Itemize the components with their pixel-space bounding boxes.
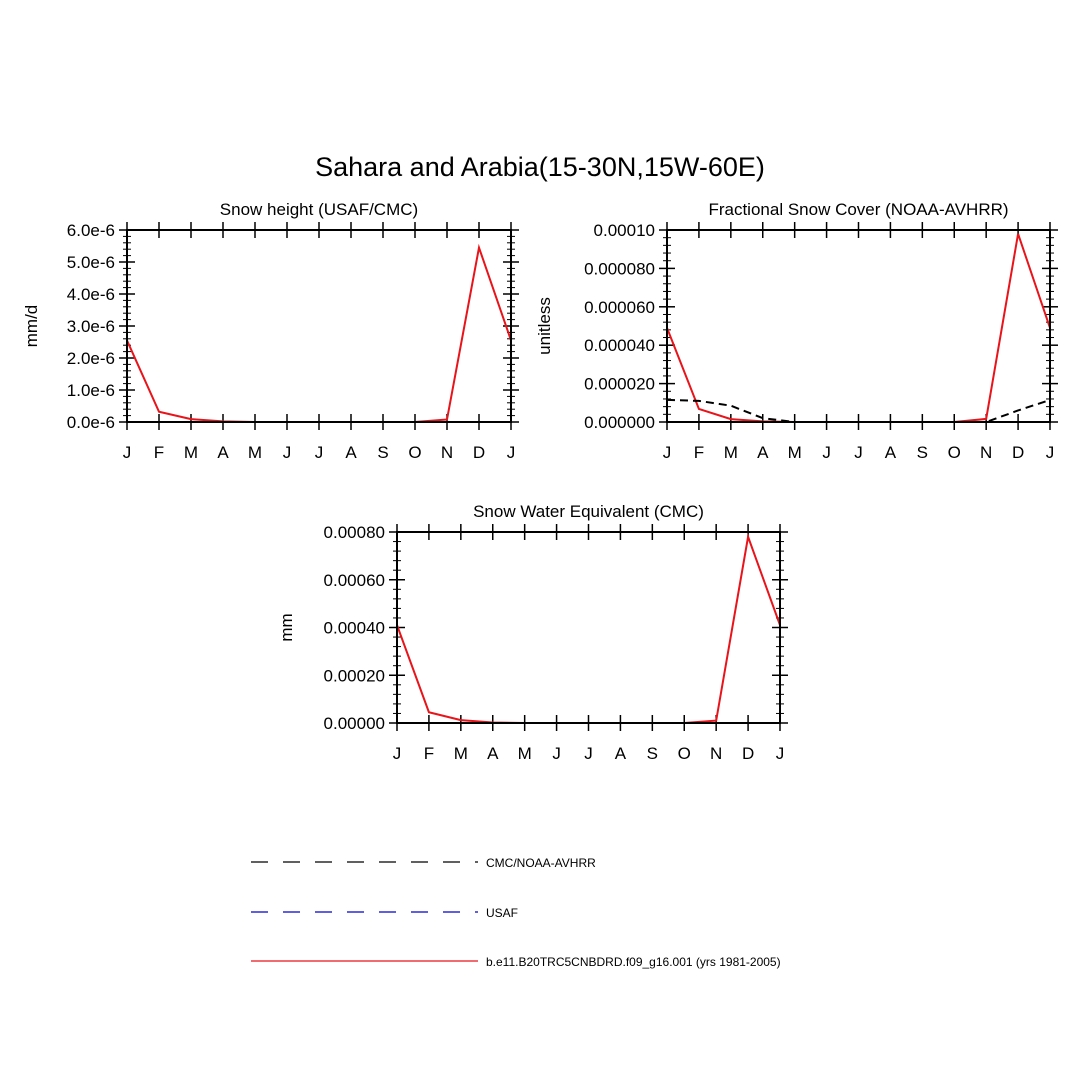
y-tick-label: 0.000080	[584, 259, 655, 279]
y-axis-label: mm/d	[22, 304, 41, 348]
y-tick-label: 0.0e-6	[66, 413, 115, 432]
x-tick-label: O	[408, 443, 422, 462]
x-tick-label: J	[854, 443, 863, 462]
x-tick-label: J	[122, 443, 132, 462]
x-tick-label: M	[723, 443, 738, 462]
y-tick-label: 0.00080	[323, 523, 385, 542]
panel-fractional-snow-cover	[535, 200, 1058, 462]
panel-title: Snow Water Equivalent (CMC)	[473, 502, 704, 521]
x-tick-label: A	[757, 443, 769, 462]
x-tick-label: F	[153, 443, 165, 462]
y-tick-label: 0.00010	[593, 221, 655, 240]
series-line-model	[397, 537, 780, 723]
x-tick-label: F	[693, 443, 705, 462]
x-tick-label: M	[247, 443, 263, 462]
x-tick-label: J	[1045, 443, 1055, 462]
y-tick-label: 0.000000	[584, 413, 655, 432]
x-tick-label: J	[775, 744, 785, 763]
y-tick-label: 0.00020	[323, 666, 385, 686]
x-tick-label: A	[614, 744, 627, 763]
x-tick-label: N	[980, 443, 993, 462]
y-tick-label: 0.000060	[584, 297, 655, 317]
y-tick-label: 4.0e-6	[66, 285, 115, 304]
x-tick-label: O	[947, 443, 961, 462]
x-tick-label: M	[787, 443, 802, 462]
panel-snow-water-equivalent	[277, 502, 788, 763]
x-tick-label: M	[517, 744, 532, 763]
x-tick-label: N	[440, 443, 454, 462]
y-tick-label: 0.000020	[584, 374, 655, 394]
plot-frame	[667, 230, 1050, 422]
y-tick-label: 0.000040	[584, 336, 655, 356]
legend-label: b.e11.B20TRC5CNBDRD.f09_g16.001 (yrs 1981-2005)	[486, 955, 781, 969]
x-tick-label: A	[487, 744, 499, 763]
x-tick-label: O	[677, 744, 691, 763]
panel-snow-height	[22, 200, 519, 462]
x-tick-label: A	[884, 443, 897, 462]
x-tick-label: A	[217, 443, 229, 462]
x-tick-label: A	[345, 443, 357, 462]
x-tick-label: S	[916, 443, 929, 462]
x-tick-label: J	[314, 443, 324, 462]
y-tick-label: 0.00060	[323, 570, 385, 590]
x-tick-label: D	[741, 744, 755, 763]
x-tick-label: M	[453, 744, 468, 763]
x-tick-label: J	[506, 443, 516, 462]
y-tick-label: 2.0e-6	[66, 349, 115, 368]
x-tick-label: S	[377, 443, 389, 462]
main-title: Sahara and Arabia(15-30N,15W-60E)	[315, 152, 765, 182]
y-tick-label: 1.0e-6	[66, 381, 115, 400]
x-tick-label: D	[472, 443, 486, 462]
y-axis-label: mm	[277, 613, 296, 642]
y-tick-label: 6.0e-6	[66, 221, 115, 240]
x-tick-label: J	[282, 443, 292, 462]
series-line-model	[667, 234, 1050, 422]
x-tick-label: F	[423, 744, 435, 763]
x-tick-label: J	[822, 443, 831, 462]
series-line-model	[127, 248, 511, 422]
y-tick-label: 3.0e-6	[66, 317, 115, 336]
x-tick-label: N	[710, 744, 723, 763]
x-tick-label: J	[662, 443, 672, 462]
legend-label: USAF	[486, 906, 519, 920]
y-tick-label: 0.00040	[323, 618, 385, 638]
panel-title: Snow height (USAF/CMC)	[219, 200, 419, 219]
y-axis-label: unitless	[535, 297, 554, 355]
panel-title: Fractional Snow Cover (NOAA-AVHRR)	[708, 200, 1009, 219]
legend	[251, 856, 781, 969]
plot-frame	[397, 532, 780, 723]
x-tick-label: J	[584, 744, 593, 763]
x-tick-label: D	[1011, 443, 1025, 462]
x-tick-label: J	[392, 744, 402, 763]
x-tick-label: M	[183, 443, 199, 462]
y-tick-label: 5.0e-6	[66, 253, 115, 272]
x-tick-label: S	[646, 744, 659, 763]
y-tick-label: 0.00000	[323, 714, 385, 733]
x-tick-label: J	[552, 744, 561, 763]
plot-frame	[127, 230, 511, 422]
legend-label: CMC/NOAA-AVHRR	[486, 856, 596, 870]
